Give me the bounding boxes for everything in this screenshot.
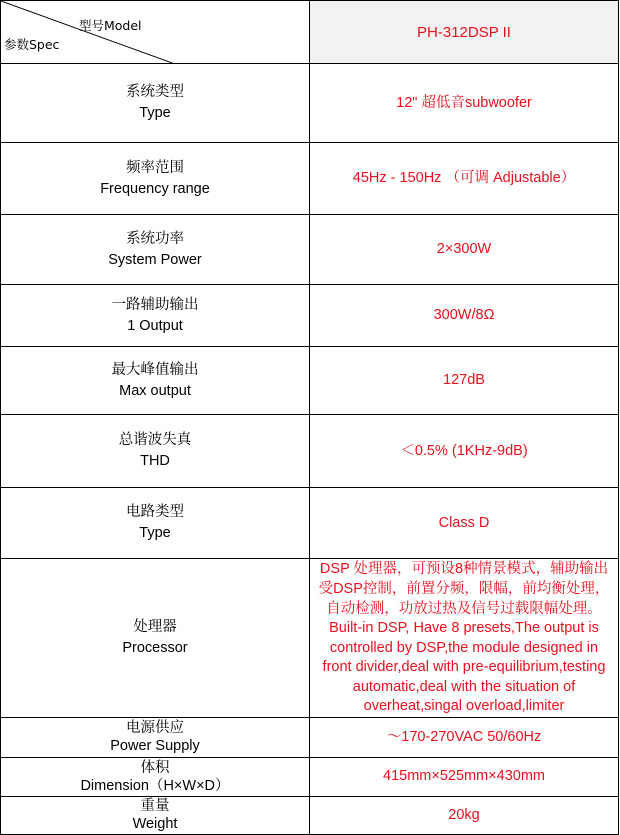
label-en: Dimension（H×W×D） (80, 777, 230, 794)
label-zh: 系统类型 (126, 84, 184, 100)
spec-row-max-output (1, 347, 619, 415)
row-value: 300W/8Ω (310, 285, 619, 347)
label-en: Weight (132, 816, 178, 832)
row-value: 2×300W (310, 215, 619, 285)
row-label (1, 64, 310, 143)
spec-row-aux-output (1, 285, 619, 347)
label-zh: 频率范围 (126, 159, 184, 176)
row-value: 12" 超低音subwoofer (310, 64, 619, 143)
spec-row-power (1, 215, 619, 285)
label-en: System Power (108, 251, 202, 268)
processor-desc-en: Built-in DSP, Have 8 presets,The output is controlled by DSP,the module designed in front divider,deal with pre-equilibrium,testing automatic,deal with the situation of overheat,singal overload,limiter (322, 620, 606, 714)
label-zh: 总谐波失真 (118, 432, 192, 448)
label-en: Max output (119, 382, 191, 399)
row-label (1, 796, 310, 834)
spec-row-weight (1, 796, 619, 834)
label-zh: 电路类型 (126, 504, 184, 520)
spec-row-thd (1, 415, 619, 488)
model-value: PH-312DSP II (310, 1, 619, 64)
label-en: 1 Output (127, 317, 183, 334)
row-label (1, 143, 310, 215)
row-label (1, 717, 310, 757)
row-label (1, 347, 310, 415)
row-value: Class D (310, 488, 619, 559)
row-label (1, 285, 310, 347)
processor-value (310, 559, 619, 718)
spec-header-label: 参数Spec (4, 37, 60, 52)
spec-row-type (1, 64, 619, 143)
row-value: 45Hz - 150Hz （可调 Adjustable） (310, 143, 619, 215)
spec-row-power-supply (1, 717, 619, 757)
spec-row-circuit (1, 488, 619, 559)
row-value: ＜0.5% (1KHz-9dB) (310, 415, 619, 488)
header-row (1, 1, 619, 64)
label-en: Power Supply (110, 738, 200, 754)
row-value: 127dB (310, 347, 619, 415)
row-label (1, 488, 310, 559)
label-zh: 电源供应 (126, 720, 184, 736)
row-label (1, 559, 310, 718)
spec-row-dimension (1, 757, 619, 796)
header-corner-cell (1, 1, 310, 64)
row-label (1, 757, 310, 796)
row-value: 20kg (310, 796, 619, 834)
label-en: Type (139, 105, 171, 121)
label-zh: 系统功率 (126, 230, 184, 247)
label-en: Processor (122, 639, 188, 656)
row-value: ～170-270VAC 50/60Hz (310, 717, 619, 757)
row-label (1, 415, 310, 488)
spec-row-processor (1, 559, 619, 718)
processor-desc-zh: DSP 处理器，可预设8种情景模式，辅助输出受DSP控制，前置分频，限幅，前均衡处理，自动检测，功放过热及信号过载限幅处理。 (318, 561, 610, 617)
label-en: Type (139, 525, 171, 541)
label-en: Frequency range (100, 180, 210, 197)
label-zh: 体积 (140, 759, 170, 776)
label-zh: 一路辅助输出 (111, 296, 199, 313)
label-zh: 最大峰值输出 (111, 361, 199, 378)
label-zh: 处理器 (133, 618, 177, 635)
spec-row-frequency (1, 143, 619, 215)
label-zh: 重量 (140, 798, 170, 814)
row-label (1, 215, 310, 285)
row-value: 415mm×525mm×430mm (310, 757, 619, 796)
model-header-label: 型号Model (79, 18, 142, 33)
label-en: THD (140, 453, 170, 469)
